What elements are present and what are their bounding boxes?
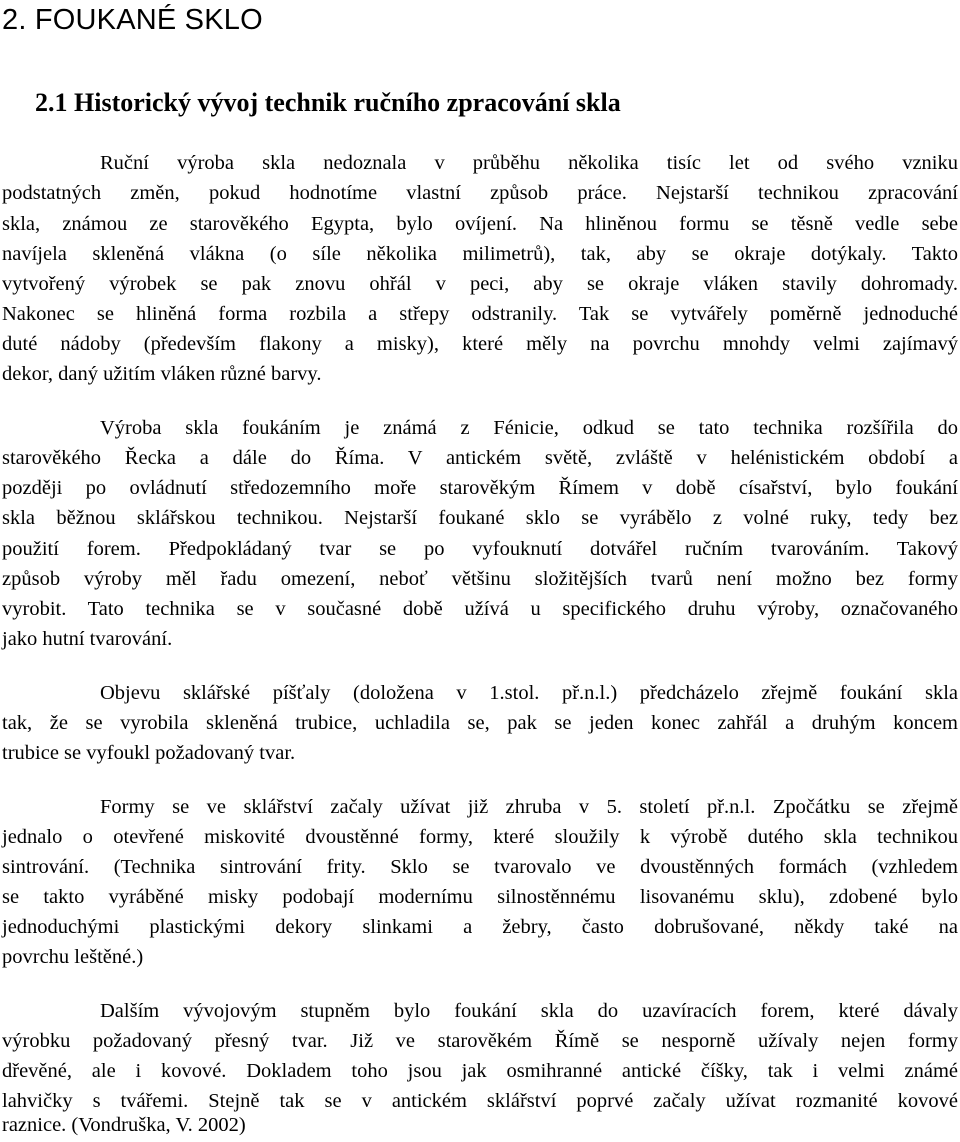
paragraph-line: podstatných změn, pokud hodnotíme vlastní způsob práce. Nejstarší technikou zpracování xyxy=(2,182,958,204)
paragraph-line: jednoduchými plastickými dekory slinkami a žebry, často dobrušované, někdy také na xyxy=(2,916,958,938)
paragraph-line: raznice. (Vondruška, V. 2002) xyxy=(2,1114,246,1136)
paragraph-line: povrchu leštěné.) xyxy=(2,946,144,968)
paragraph-line: použití forem. Předpokládaný tvar se po vyfouknutí dotvářel ručním tvarováním. Takový xyxy=(2,538,958,560)
paragraph-line: způsob výroby měl řadu omezení, neboť většinu složitějších tvarů není možno bez formy xyxy=(2,568,958,590)
paragraph-line: tak, že se vyrobila skleněná trubice, uchladila se, pak se jeden konec zahřál a druhým koncem xyxy=(2,712,958,734)
paragraph-line: Objevu sklářské píšťaly (doložena v 1.stol. př.n.l.) předcházelo zřejmě foukání skla xyxy=(100,682,958,704)
paragraph-line: dekor, daný užitím vláken různé barvy. xyxy=(2,363,322,385)
paragraph-line: duté nádoby (především flakony a misky), které měly na povrchu mnohdy velmi zajímavý xyxy=(2,333,958,355)
paragraph-line: později po ovládnutí středozemního moře starověkým Římem v době císařství, bylo foukání xyxy=(2,477,958,499)
paragraph-line: Dalším vývojovým stupněm bylo foukání skla do uzavíracích forem, které dávaly xyxy=(100,1000,958,1022)
paragraph-line: se takto vyráběné misky podobají modernímu silnostěnnému lisovanému sklu), zdobené bylo xyxy=(2,886,958,908)
paragraph-line: navíjela skleněná vlákna (o síle několika milimetrů), tak, aby se okraje dotýkaly. Takto xyxy=(2,243,958,265)
paragraph-line: Nakonec se hliněná forma rozbila a střepy odstranily. Tak se vytvářely poměrně jednoduché xyxy=(2,303,958,325)
paragraph-line: vyrobit. Tato technika se v současné době užívá u specifického druhu výroby, označovaného xyxy=(2,598,958,620)
paragraph-line: Ruční výroba skla nedoznala v průběhu několika tisíc let od svého vzniku xyxy=(100,152,958,174)
paragraph-line: starověkého Řecka a dále do Říma. V antickém světě, zvláště v helénistickém období a xyxy=(2,447,958,469)
paragraph-line: jednalo o otevřené miskovité dvoustěnné formy, které sloužily k výrobě dutého skla technikou xyxy=(2,826,958,848)
paragraph-line: výrobku požadovaný přesný tvar. Již ve starověkém Římě se nesporně užívaly nejen formy xyxy=(2,1030,958,1052)
paragraph-line: sintrování. (Technika sintrování frity. Sklo se tvarovalo ve dvoustěnných formách (vzhledem xyxy=(2,856,958,878)
paragraph-line: vytvořený výrobek se pak znovu ohřál v peci, aby se okraje vláken stavily dohromady. xyxy=(2,273,958,295)
paragraph-line: skla, známou ze starověkého Egypta, bylo ovíjení. Na hliněnou formu se těsně vedle sebe xyxy=(2,213,958,235)
chapter-heading: 2. FOUKANÉ SKLO xyxy=(2,4,263,36)
section-heading: 2.1 Historický vývoj technik ručního zpracování skla xyxy=(35,88,621,117)
paragraph-line: Výroba skla foukáním je známá z Fénicie, odkud se tato technika rozšířila do xyxy=(100,417,958,439)
paragraph-line: skla běžnou sklářskou technikou. Nejstarší foukané sklo se vyrábělo z volné ruky, tedy bez xyxy=(2,507,958,529)
paragraph-line: Formy se ve sklářství začaly užívat již zhruba v 5. století př.n.l. Zpočátku se zřejmě xyxy=(100,796,958,818)
paragraph-line: jako hutní tvarování. xyxy=(2,628,173,650)
paragraph-line: dřevěné, ale i kovové. Dokladem toho jsou jak osmihranné antické číšky, tak i velmi známé xyxy=(2,1060,958,1082)
paragraph-line: lahvičky s tvářemi. Stejně tak se v antickém sklářství poprvé začaly užívat rozmanité kovové xyxy=(2,1090,958,1112)
paragraph-line: trubice se vyfoukl požadovaný tvar. xyxy=(2,742,296,764)
